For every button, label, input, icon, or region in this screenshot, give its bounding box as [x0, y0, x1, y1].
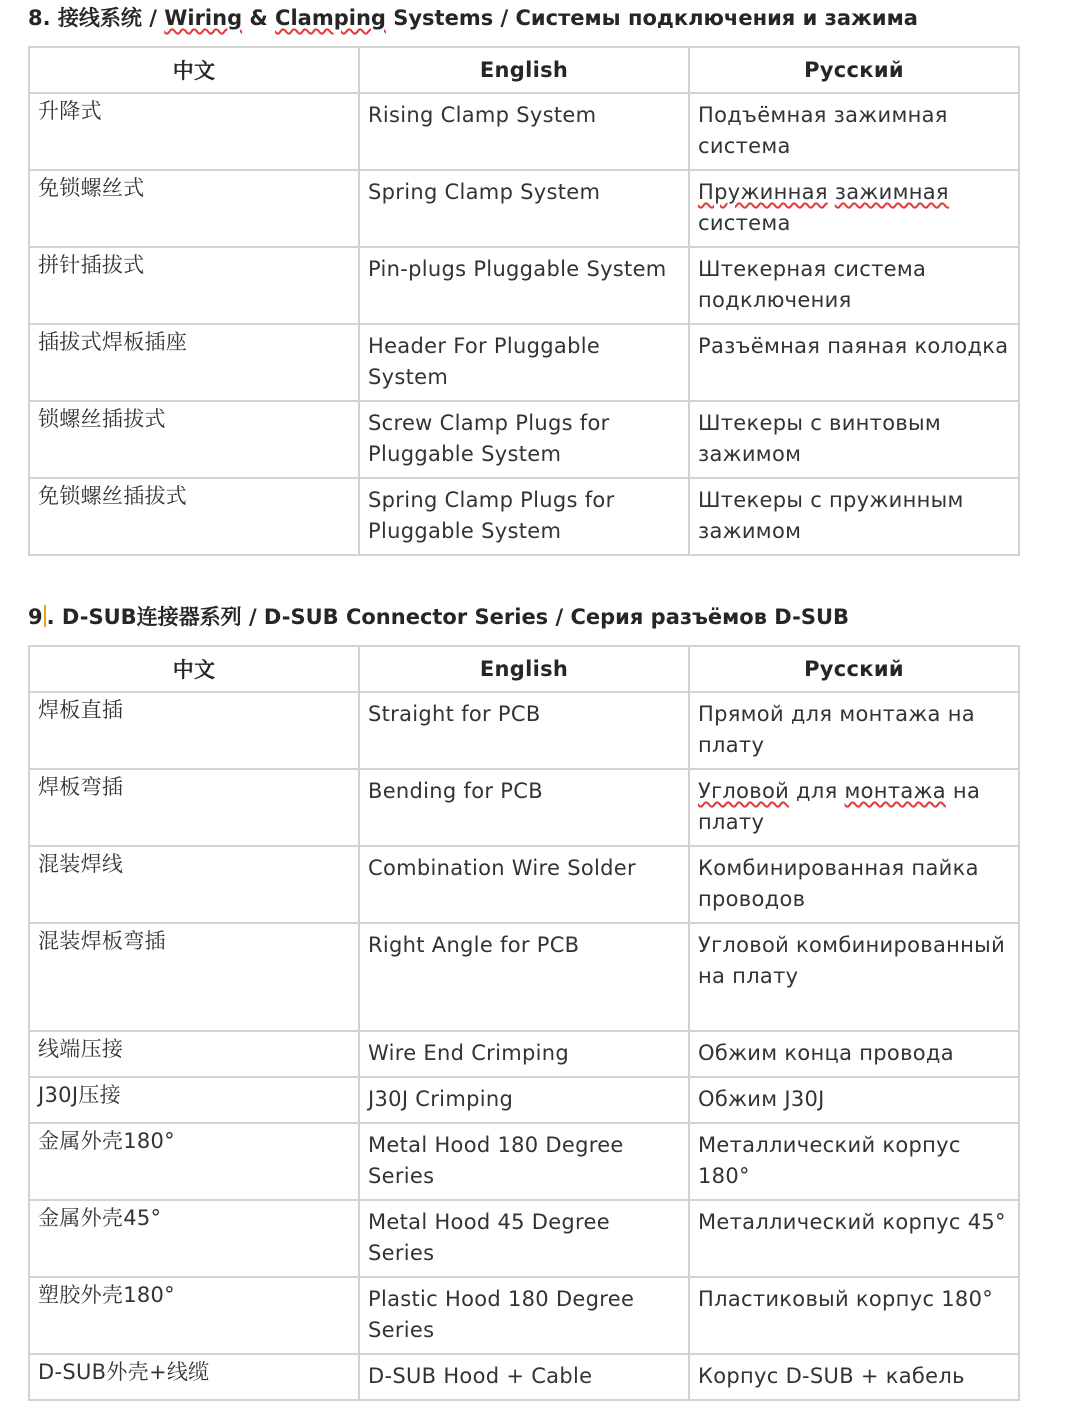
cell-english: Right Angle for PCB [359, 923, 689, 1031]
cell-russian: Обжим J30J [689, 1077, 1019, 1123]
cell-english: D-SUB Hood + Cable [359, 1354, 689, 1400]
table-header-row [29, 47, 1019, 93]
cell-english: Header For Pluggable System [359, 324, 689, 401]
cell-chinese: 混装焊线 [29, 846, 359, 923]
cell-chinese: 升降式 [29, 93, 359, 170]
cell-chinese: 金属外壳45° [29, 1200, 359, 1277]
wiring-clamping-table [28, 46, 1020, 556]
cell-russian-rest: система [698, 211, 791, 235]
cell-russian: Металлический корпус 45° [689, 1200, 1019, 1277]
spellcheck-word[interactable]: Угловой [698, 779, 790, 803]
column-header-russian: Русский [689, 47, 1019, 93]
spellcheck-word[interactable]: монтажа [844, 779, 946, 803]
table-row [29, 93, 1019, 170]
cell-russian: Комбинированная пайка проводов [689, 846, 1019, 923]
spellcheck-word[interactable]: Wiring [164, 6, 243, 30]
table-row [29, 1354, 1019, 1400]
table-row [29, 401, 1019, 478]
cell-russian: Обжим конца провода [689, 1031, 1019, 1077]
cell-chinese: 焊板弯插 [29, 769, 359, 846]
table-row [29, 170, 1019, 247]
column-header-chinese: 中文 [29, 646, 359, 692]
table-header-row [29, 646, 1019, 692]
cell-chinese: D-SUB外壳+线缆 [29, 1354, 359, 1400]
cell-chinese: 金属外壳180° [29, 1123, 359, 1200]
cell-english: Wire End Crimping [359, 1031, 689, 1077]
column-header-chinese: 中文 [29, 47, 359, 93]
cell-english: Bending for PCB [359, 769, 689, 846]
cell-english: Spring Clamp Plugs for Pluggable System [359, 478, 689, 555]
spellcheck-word[interactable]: зажимная [834, 180, 949, 204]
cell-chinese: 免锁螺丝式 [29, 170, 359, 247]
cell-english: Metal Hood 180 Degree Series [359, 1123, 689, 1200]
table-row [29, 692, 1019, 769]
cell-english: Spring Clamp System [359, 170, 689, 247]
cell-english: Plastic Hood 180 Degree Series [359, 1277, 689, 1354]
cell-english: Straight for PCB [359, 692, 689, 769]
table-row [29, 1123, 1019, 1200]
cell-chinese: 拼针插拔式 [29, 247, 359, 324]
cell-russian-rest: на плату [698, 779, 981, 834]
spellcheck-word[interactable]: Пружинная [698, 180, 828, 204]
cell-russian: Металлический корпус 180° [689, 1123, 1019, 1200]
cell-russian: Штекерная система подключения [689, 247, 1019, 324]
spellcheck-word[interactable]: Clamping [275, 6, 386, 30]
table-row [29, 846, 1019, 923]
section-9-title-number: 9 [28, 605, 43, 629]
cell-english: Metal Hood 45 Degree Series [359, 1200, 689, 1277]
cell-english: Combination Wire Solder [359, 846, 689, 923]
cell-english: Rising Clamp System [359, 93, 689, 170]
cell-chinese: 线端压接 [29, 1031, 359, 1077]
cell-english: J30J Crimping [359, 1077, 689, 1123]
cell-russian-space [828, 180, 835, 204]
section-9-title-rest: . D-SUB连接器系列 / D-SUB Connector Series / Серия разъёмов D-SUB [46, 605, 850, 629]
table-row [29, 324, 1019, 401]
cell-russian [689, 170, 1019, 247]
cell-russian: Корпус D-SUB + кабель [689, 1354, 1019, 1400]
section-8-title [28, 4, 918, 32]
cell-russian: Штекеры с винтовым зажимом [689, 401, 1019, 478]
cell-russian [689, 769, 1019, 846]
cell-chinese: 焊板直插 [29, 692, 359, 769]
table-row [29, 1031, 1019, 1077]
cell-russian: Подъёмная зажимная система [689, 93, 1019, 170]
cell-russian: Пластиковый корпус 180° [689, 1277, 1019, 1354]
column-header-english: English [359, 47, 689, 93]
column-header-russian: Русский [689, 646, 1019, 692]
table-row [29, 478, 1019, 555]
cell-chinese: 塑胶外壳180° [29, 1277, 359, 1354]
section-8-title-mid: & [242, 6, 276, 30]
table-row [29, 769, 1019, 846]
section-8-title-suffix: Systems / Системы подключения и зажима [385, 6, 918, 30]
cell-russian: Угловой комбинированный на плату [689, 923, 1019, 1031]
table-row [29, 1277, 1019, 1354]
section-8-title-prefix: 8. 接线系统 / [28, 6, 165, 30]
table-row [29, 247, 1019, 324]
cell-english: Pin-plugs Pluggable System [359, 247, 689, 324]
cell-russian-mid: для [789, 779, 845, 803]
text-cursor [44, 605, 46, 627]
cell-chinese: 插拔式焊板插座 [29, 324, 359, 401]
section-9-title [28, 603, 849, 631]
cell-russian: Прямой для монтажа на плату [689, 692, 1019, 769]
table-row [29, 1200, 1019, 1277]
cell-chinese: J30J压接 [29, 1077, 359, 1123]
table-row [29, 1077, 1019, 1123]
cell-english: Screw Clamp Plugs for Pluggable System [359, 401, 689, 478]
cell-chinese: 混装焊板弯插 [29, 923, 359, 1031]
column-header-english: English [359, 646, 689, 692]
table-row [29, 923, 1019, 1031]
cell-chinese: 锁螺丝插拔式 [29, 401, 359, 478]
cell-chinese: 免锁螺丝插拔式 [29, 478, 359, 555]
cell-russian: Разъёмная паяная колодка [689, 324, 1019, 401]
dsub-connector-table [28, 645, 1020, 1401]
cell-russian: Штекеры с пружинным зажимом [689, 478, 1019, 555]
